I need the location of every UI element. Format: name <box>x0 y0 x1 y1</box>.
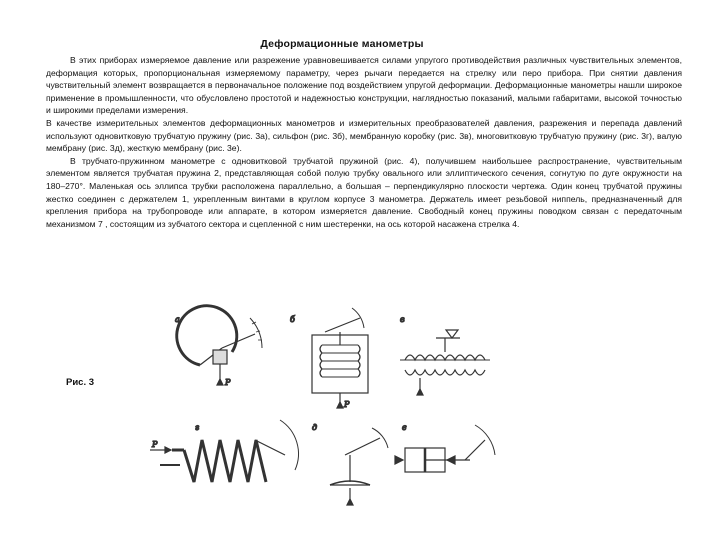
subfigure-b-bellows <box>290 308 368 409</box>
subfigure-letter-b: б <box>290 315 295 324</box>
subfigure-letter-d: г <box>195 423 200 432</box>
figure-caption: Рис. 3 <box>66 377 95 388</box>
paragraph-elements: В качестве измерительных элементов деформационных манометров и измерительных преобразователей давления, разрежения и перепада давлений используют одновитковую трубчатую пружину (рис. 3а), сильфон (рис. 3б), мембранную коробку (рис. 3в), многовитковую трубчатую пружину (рис. 3г), валую мембрану (рис. 3д), жесткую мембрану (рис. 3е). <box>46 117 682 154</box>
paragraph-intro: В этих приборах измеряемое давление или разрежение уравновешивается силами упругого противодействия различных чувствительных элементов, деформация которых, пропорциональная измеряемому параметру, через рычаги передается на стрелку или перо прибора. При снятии давления чувствительный элемент возвращается в первоначальное положение под воздействием упругой деформации. Деформационные манометры нашли широкое применение в промышленности, что обусловлено простотой и надежностью конструкции, наглядностью показаний, малыми габаритами, высокой точностью и широкими пределами измерения. <box>46 55 682 116</box>
pressure-label-b: P <box>344 400 350 409</box>
document-title: Деформационные манометры <box>260 38 424 50</box>
subfigure-letter-f: е <box>402 423 407 432</box>
pressure-label-d: P <box>152 440 158 449</box>
subfigure-letter-c: в <box>400 315 405 324</box>
document-body <box>46 54 682 230</box>
paragraph-tube-spring: В трубчато-пружинном манометре с одновитковой трубчатой пружиной (рис. 4), получившем наибольшее распространение, чувствительным элементом является трубчатая пружина 2, представляющая собой полую трубку овального или эллиптического сечения, согнутую по дуге окружности на 180–270°. Маленькая ось эллипса трубки расположена параллельно, а большая – перпендикулярно плоскости чертежа. Один конец трубчатой пружины жестко соединен с держателем 1, укрепленным винтами в круглом корпусе 3 манометра. Держатель имеет резьбовой ниппель, предназначенный для крепления прибора на трубопроводе или аппарате, в котором измеряется давление. Свободный конец пружины поводком связан с передаточным механизмом 7 , состоящим из зубчатого сектора и сцепленной с ним шестеренки, на ось которой насажена стрелка 4. <box>46 155 682 229</box>
subfigure-c-membrane-box <box>400 315 490 395</box>
figure-3-illustrations <box>0 300 720 540</box>
subfigure-letter-a: а <box>175 315 180 324</box>
pressure-label-a: P <box>225 378 231 387</box>
subfigure-letter-e: д <box>312 423 318 432</box>
subfigure-a-tube-spring <box>175 306 262 387</box>
subfigure-d-helical-spring <box>150 420 298 482</box>
subfigure-e-soft-membrane <box>312 423 388 505</box>
subfigure-f-rigid-membrane <box>395 423 495 472</box>
